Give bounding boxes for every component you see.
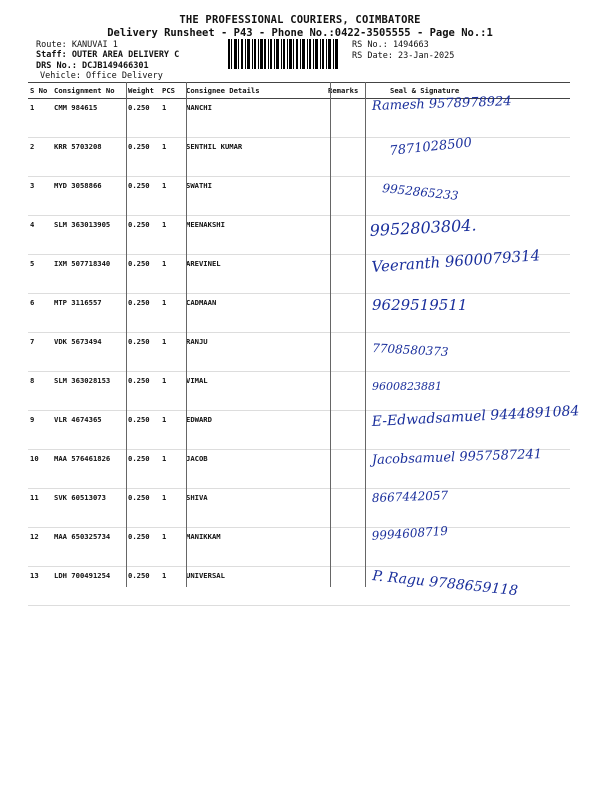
cell-text: 3 — [30, 181, 35, 190]
cell-text: 0.250 — [128, 259, 150, 268]
staff-label: Staff: OUTER AREA DELIVERY C — [36, 50, 180, 60]
cell-text: 6 — [30, 298, 35, 307]
cell-text: 1 — [162, 220, 167, 229]
runsheet-title: Delivery Runsheet - P43 - Phone No.:0422-3505555 - Page No.:1 — [107, 27, 493, 39]
handwritten-signature: E-Edwadsamuel 9444891084 — [371, 403, 580, 430]
cell-text: 1 — [30, 103, 35, 112]
cell-text: IXM 507718340 — [54, 259, 111, 268]
vehicle-label: Vehicle: Office Delivery — [40, 71, 163, 81]
cell-text: 1 — [162, 298, 167, 307]
handwritten-signature: Jacobsamuel 9957587241 — [371, 447, 543, 468]
cell-text: VLR 4674365 — [54, 415, 102, 424]
cell-text: 0.250 — [128, 337, 150, 346]
cell-text: 2 — [30, 142, 35, 151]
col-signature: Seal & Signature — [376, 83, 570, 99]
col-consignee: Consignee Details — [184, 83, 326, 99]
cell-text: JACOB — [186, 454, 208, 463]
handwritten-signature: 9600823881 — [372, 380, 442, 393]
cell-text: 1 — [162, 493, 167, 502]
handwritten-signature: 7871028500 — [388, 135, 473, 159]
cell-text: MANIKKAM — [186, 532, 221, 541]
cell-text: 11 — [30, 493, 39, 502]
cell-text: 10 — [30, 454, 39, 463]
cell-text: 7 — [30, 337, 35, 346]
cell-text: 0.250 — [128, 181, 150, 190]
cell-text: 0.250 — [128, 532, 150, 541]
cell-text: MAA 650325734 — [54, 532, 111, 541]
cell-text: VIMAL — [186, 376, 208, 385]
cell-text: 0.250 — [128, 454, 150, 463]
handwritten-signature: 9952865233 — [381, 181, 460, 203]
cell-text: 1 — [162, 142, 167, 151]
cell-text: 0.250 — [128, 493, 150, 502]
cell-text: 9 — [30, 415, 35, 424]
handwritten-signature: Veeranth 9600079314 — [371, 246, 541, 276]
cell-text: RANJU — [186, 337, 208, 346]
cell-text: EDWARD — [186, 415, 212, 424]
cell-text: 0.250 — [128, 142, 150, 151]
rs-number: RS No.: 1494663 — [352, 40, 429, 50]
cell-text: 1 — [162, 376, 167, 385]
cell-text: CMM 984615 — [54, 103, 98, 112]
cell-text: SENTHIL KUMAR — [186, 142, 243, 151]
handwritten-signature: 9629519511 — [372, 296, 468, 314]
company-title: THE PROFESSIONAL COURIERS, COIMBATORE — [179, 14, 421, 26]
cell-text: VDK 5673494 — [54, 337, 102, 346]
cell-text: LDH 700491254 — [54, 571, 111, 580]
cell-text: KRR 5703208 — [54, 142, 102, 151]
cell-text: UNIVERSAL — [186, 571, 225, 580]
col-weight: Weight — [126, 83, 160, 99]
cell-text: 0.250 — [128, 415, 150, 424]
cell-text: SLM 363028153 — [54, 376, 111, 385]
cell-text: 0.250 — [128, 298, 150, 307]
cell-text: 13 — [30, 571, 39, 580]
cell-text: SVK 60513073 — [54, 493, 106, 502]
handwritten-signature: 9994608719 — [371, 523, 449, 543]
cell-text: 0.250 — [128, 376, 150, 385]
cell-text: 1 — [162, 103, 167, 112]
cell-text: NANCHI — [186, 103, 212, 112]
cell-text: AREVINEL — [186, 259, 221, 268]
cell-text: 1 — [162, 337, 167, 346]
cell-text: 1 — [162, 454, 167, 463]
cell-text: 1 — [162, 571, 167, 580]
handwritten-signature: 9952803804. — [369, 215, 477, 240]
cell-text: SLM 363013905 — [54, 220, 111, 229]
cell-text: 0.250 — [128, 103, 150, 112]
cell-text: 4 — [30, 220, 35, 229]
rs-date: RS Date: 23-Jan-2025 — [352, 51, 455, 61]
cell-text: 1 — [162, 532, 167, 541]
col-sno: S No — [28, 83, 52, 99]
handwritten-signature: P. Ragu 9788659118 — [371, 568, 519, 600]
cell-text: SHIVA — [186, 493, 208, 502]
cell-text: MAA 576461826 — [54, 454, 111, 463]
cell-text: 0.250 — [128, 220, 150, 229]
handwritten-signature: Ramesh 9578978924 — [371, 94, 512, 114]
cell-text: 1 — [162, 181, 167, 190]
cell-text: CADMAAN — [186, 298, 217, 307]
route-label: Route: KANUVAI 1 — [36, 40, 118, 50]
cell-text: 1 — [162, 259, 167, 268]
drs-number: DRS No.: DCJB149466301 — [36, 61, 149, 71]
cell-text: 1 — [162, 415, 167, 424]
cell-text: 5 — [30, 259, 35, 268]
col-consignment: Consignment No — [52, 83, 126, 99]
handwritten-signature: 8667442057 — [371, 488, 449, 505]
handwritten-signature: 7708580373 — [371, 341, 449, 359]
cell-text: MTP 3116557 — [54, 298, 102, 307]
cell-text: 12 — [30, 532, 39, 541]
cell-text: 8 — [30, 376, 35, 385]
cell-text: MEENAKSHI — [186, 220, 225, 229]
cell-text: 0.250 — [128, 571, 150, 580]
cell-text: SWATHI — [186, 181, 212, 190]
cell-text: MYD 3058866 — [54, 181, 102, 190]
col-pcs: PCS — [160, 83, 184, 99]
col-remarks: Remarks — [326, 83, 376, 99]
